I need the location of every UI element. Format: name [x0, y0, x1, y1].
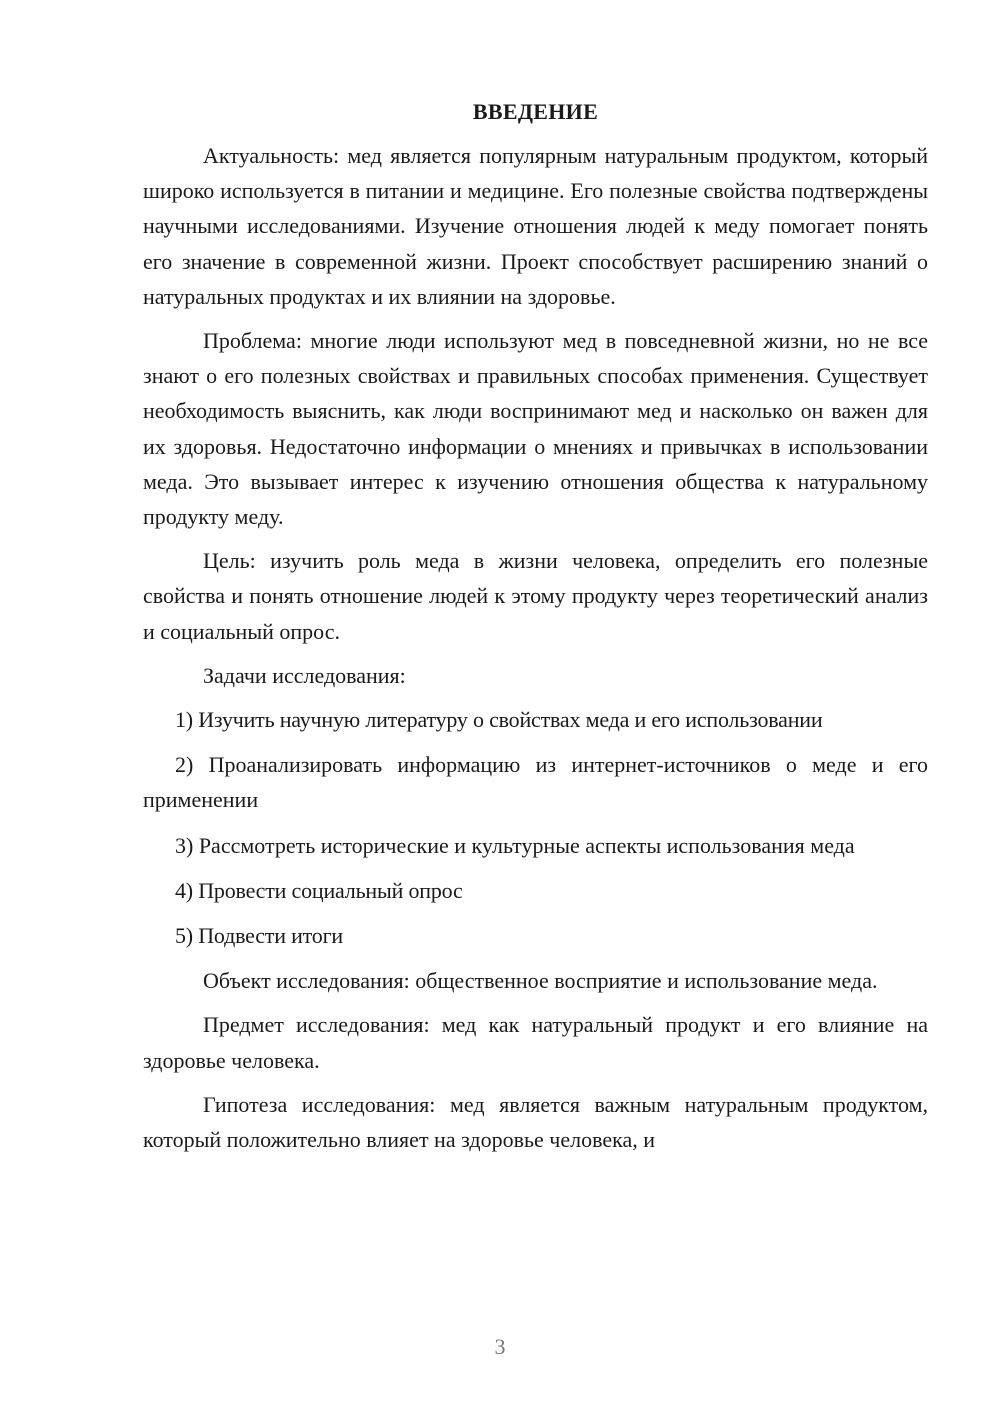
paragraph-object: Объект исследования: общественное восприятие и использование меда.: [203, 968, 878, 994]
page-content: [143, 96, 928, 1166]
paragraph-goal: Цель: изучить роль меда в жизни человека, определить его полезные свойства и понять отношение людей к этому продукту через теоретический анализ и социальный опрос.: [143, 548, 928, 644]
task-item-2: 2) Проанализировать информацию из интернет-источников о меде и его применении: [143, 752, 928, 813]
page-number: 3: [494, 1334, 506, 1359]
paragraph-hypothesis: Гипотеза исследования: мед является важным натуральным продуктом, который положительно влияет на здоровье человека, и: [143, 1091, 928, 1153]
paragraph-subject: Предмет исследования: мед как натуральный продукт и его влияние на здоровье человека.: [143, 1012, 928, 1073]
task-item-4: 4) Провести социальный опрос: [175, 877, 463, 903]
task-item-3: 3) Рассмотреть исторические и культурные аспекты использования меда: [175, 832, 855, 858]
task-item-1: 1) Изучить научную литературу о свойствах меда и его использовании: [175, 707, 823, 733]
task-item-5: 5) Подвести итоги: [175, 923, 343, 949]
tasks-title: Задачи исследования:: [203, 662, 406, 688]
paragraph-problem: Проблема: многие люди используют мед в повседневной жизни, но не все знают о его полезных свойствах и правильных способах применения. Существует необходимость выяснить, как люди воспринимают мед и насколько он важен для их здоровья. Недостаточно информации о мнениях и привычках в использовании меда. Это вызывает интерес к изучению отношения общества к натуральному продукту меду.: [143, 328, 928, 530]
section-heading: ВВЕДЕНИЕ: [472, 99, 599, 124]
paragraph-relevance: Актуальность: мед является популярным натуральным продуктом, который широко используется в питании и медицине. Его полезные свойства подтверждены научными исследованиями. Изучение отношения людей к меду помогает понять его значение в современной жизни. Проект способствует расширению знаний о натуральных продуктах и их влиянии на здоровье.: [143, 143, 928, 309]
